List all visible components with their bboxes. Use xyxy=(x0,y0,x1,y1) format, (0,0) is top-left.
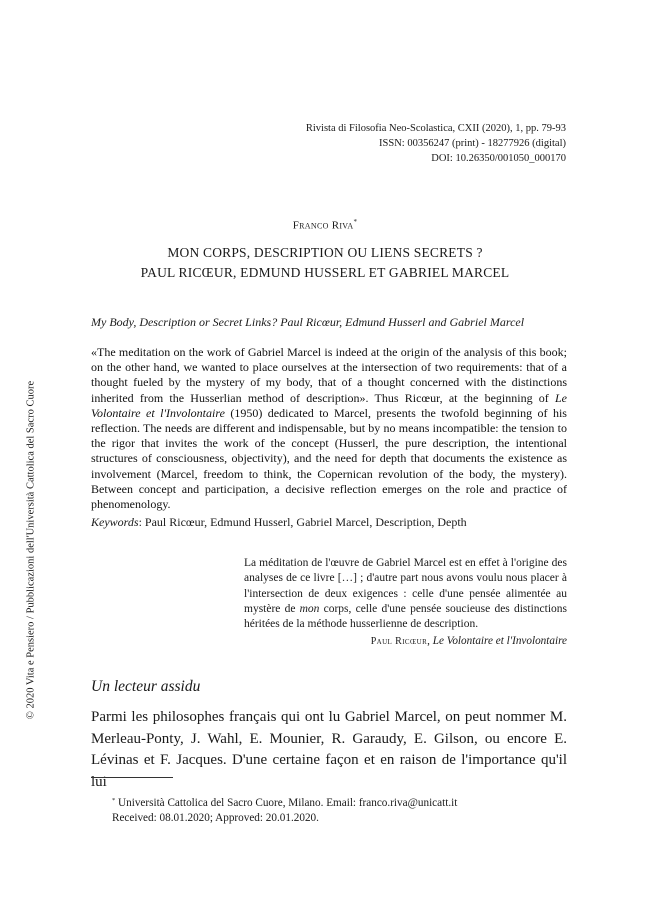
footnote-mark: * xyxy=(112,797,116,804)
journal-citation: Rivista di Filosofia Neo-Scolastica, CXII (2020), 1, pp. 79-93 xyxy=(305,123,566,134)
title-line-2: PAUL RICŒUR, EDMUND HUSSERL ET GABRIEL MARCEL xyxy=(140,265,510,280)
keywords-label: Keywords xyxy=(91,515,139,529)
epigraph-attribution xyxy=(371,635,567,647)
epigraph-italic: mon xyxy=(299,602,320,615)
copyright-notice: © 2020 Vita e Pensiero / Pubblicazioni dell'Università Cattolica del Sacro Cuore xyxy=(25,380,37,720)
article-title xyxy=(0,243,650,283)
epigraph xyxy=(244,556,567,632)
epigraph-work: Le Volontaire et l'Involontaire xyxy=(432,635,567,647)
author-name: Franco Riva xyxy=(292,219,354,232)
footnote-line-1 xyxy=(112,793,457,811)
keywords xyxy=(91,515,567,530)
epigraph-author: Paul Ricœur xyxy=(370,636,428,647)
epigraph-part-1: La méditation de l'œuvre de Gabriel Marcel est en effet à l'origine des analyses de ce livre […] ; d'autre part nous avons voulu nous placer à l'intersection de deux exigences : celle d'une pensée alimentée au mystère de xyxy=(244,557,567,615)
author-line xyxy=(0,218,650,232)
doi-line: DOI: 10.26350/001050_000170 xyxy=(431,153,566,164)
abstract-part-2: (1950) dedicated to Marcel, presents the twofold beginning of his reflection. The needs are different and indispensable, but by no means incompatible: the tension to the rigor that invites the work of the concept (Husserl, the pure description, the intentional structures of consciousness, objectivity), and the need for depth that documents the existence as involvement (Marcel, freedom to think, the Copernican revolution of the body, the mystery). Between concept and participation, a decisive reflection emerges on the role and practice of phenomenology. xyxy=(91,405,567,512)
footnote-line-2: Received: 08.01.2020; Approved: 20.01.2020. xyxy=(112,812,319,824)
keywords-list: Paul Ricœur, Edmund Husserl, Gabriel Marcel, Description, Depth xyxy=(144,515,467,529)
issn-line: ISSN: 00356247 (print) - 18277926 (digital) xyxy=(379,138,566,149)
abstract-italic-work: Le Volontaire et l'Involontaire xyxy=(91,390,567,420)
abstract-part-1: «The meditation on the work of Gabriel Marcel is indeed at the origin of the analysis of this book; on the other hand, we wanted to place ourselves at the intersection of two requirements: that of a thought fueled by the mystery of my body, that of a thought concerned with the distinctions inherited from the Husserlian method of description». Thus Ricœur, at the beginning of xyxy=(91,345,567,405)
abstract-text xyxy=(91,345,567,512)
footnote-affiliation: Università Cattolica del Sacro Cuore, Milano. Email: franco.riva@unicatt.it xyxy=(118,797,458,809)
title-line-1: MON CORPS, DESCRIPTION OU LIENS SECRETS ? xyxy=(167,245,483,260)
epigraph-part-2: corps, celle d'une pensée soucieuse des distinctions héritées de la méthode husserlienne de description. xyxy=(244,602,567,631)
footnote-divider xyxy=(91,777,173,778)
section-heading: Un lecteur assidu xyxy=(91,678,201,695)
keywords-separator: : xyxy=(138,515,145,529)
body-paragraph: Parmi les philosophes français qui ont lu Gabriel Marcel, on peut nommer M. Merleau-Ponty, J. Wahl, E. Mounier, R. Garaudy, E. Gilson, ou encore E. Lévinas et F. Jacques. D'une certaine façon et en raison de l'importance qu'il lui xyxy=(91,709,567,790)
epigraph-attr-separator: , xyxy=(427,635,433,647)
abstract-title: My Body, Description or Secret Links? Paul Ricœur, Edmund Husserl and Gabriel Marcel xyxy=(91,315,525,329)
journal-header xyxy=(306,121,566,166)
author-footnote-mark: * xyxy=(353,218,358,226)
footnote xyxy=(112,793,457,826)
